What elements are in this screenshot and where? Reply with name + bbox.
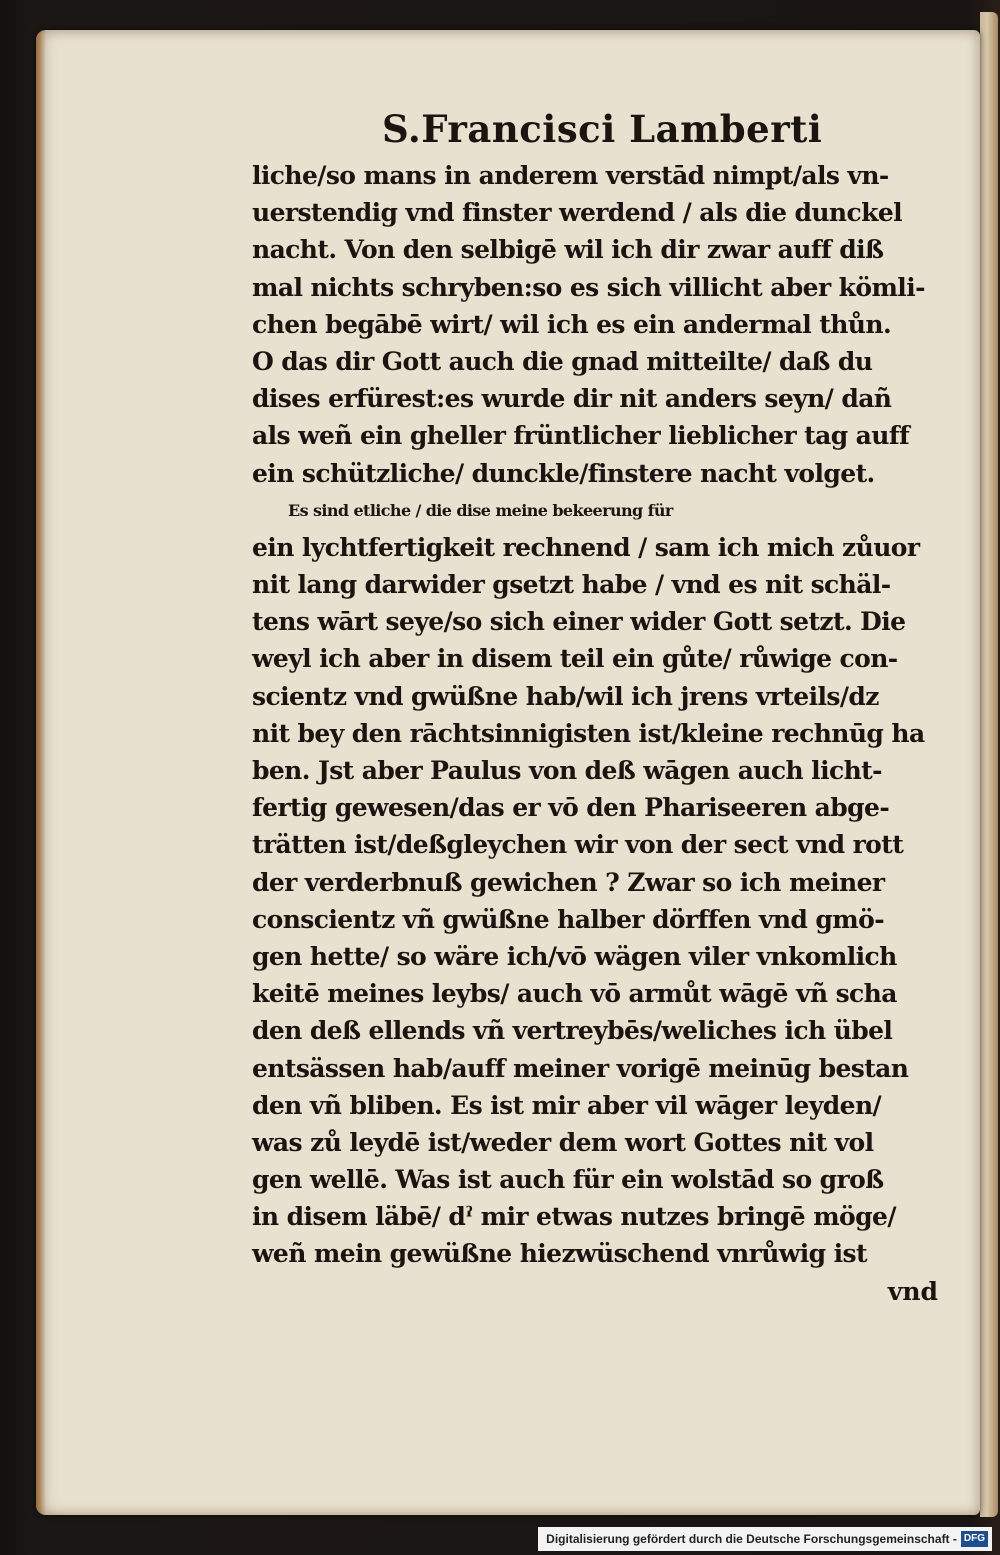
text-line: trätten ist/deßgleychen wir von der sect vnd rott [252,830,904,860]
text-line: gen hette/ so wäre ich/vō wägen viler vnkomlich [252,941,897,971]
text-line: O das dir Gott auch die gnad mitteilte/ daß du [252,346,873,376]
text-line: fertig gewesen/das er vō den Phariseeren abge- [252,793,890,823]
footer-credit: Digitalisierung gefördert durch die Deutsche Forschungsgemeinschaft - [546,1532,957,1546]
text-line: in disem läbē/ dˀ mir etwas nutzes bringē möge/ [252,1202,896,1232]
text-line: gen wellē. Was ist auch für ein wolstād so groß [252,1165,884,1195]
text-line: dises erfürest:es wurde dir nit anders seyn/ dañ [252,384,892,414]
text-line: den vñ bliben. Es ist mir aber vil wāger leyden/ [252,1090,882,1120]
text-line: weyl ich aber in disem teil ein gůte/ růwige con- [252,644,898,674]
text-line: was zů leydē ist/weder dem wort Gottes nit vol [252,1127,874,1157]
dfg-logo: DFG [961,1531,988,1547]
text-line: entsässen hab/auff meiner vorigē meinūg bestan [252,1053,909,1083]
catchword: vnd [887,1276,938,1306]
text-line: uerstendig vnd finster werdend / als die dunckel [252,198,903,228]
text-line: weñ mein gewüßne hiezwüschend vnrůwig ist [252,1239,867,1269]
text-line: tens wārt seye/so sich einer wider Gott setzt. Die [252,607,906,637]
page-edge [980,12,998,1517]
text-line: als weñ ein gheller früntlicher lieblicher tag auff [252,421,910,451]
text-line: keitē meines leybs/ auch vō armůt wāgē vñ scha [252,979,897,1009]
text-line: scientz vnd gwüßne hab/wil ich jrens vrteils/dz [252,681,879,711]
text-line: Es sind etliche / die dise meine bekeerung für [288,500,673,520]
text-line: liche/so mans in anderem verstād nimpt/als vn- [252,161,889,190]
text-line: ein lychtfertigkeit rechnend / sam ich mich zůuor [252,532,920,562]
text-line: nit bey den rāchtsinnigisten ist/kleine rechnūg ha [252,718,925,748]
text-line: ben. Jst aber Paulus von deß wāgen auch licht- [252,756,882,785]
running-header: S.Francisci Lamberti [382,107,823,151]
text-line: den deß ellends vñ vertreybēs/weliches ich übel [252,1016,893,1046]
text-line: nit lang darwider gsetzt habe / vnd es nit schäl- [252,570,891,600]
text-line: der verderbnuß gewichen ? Zwar so ich meiner [252,867,885,897]
text-line: conscientz vñ gwüßne halber dörffen vnd gmö- [252,904,884,934]
text-line: nacht. Von den selbigē wil ich dir zwar auff diß [252,235,884,265]
text-line: mal nichts schryben:so es sich villicht aber kömli- [252,272,925,302]
body-text [252,157,942,1273]
digitization-footer [538,1527,992,1551]
text-line: ein schützliche/ dunckle/finstere nacht volget. [252,458,875,488]
text-line: chen begābē wirt/ wil ich es ein andermal thůn. [252,309,892,339]
text-block [252,102,942,1310]
